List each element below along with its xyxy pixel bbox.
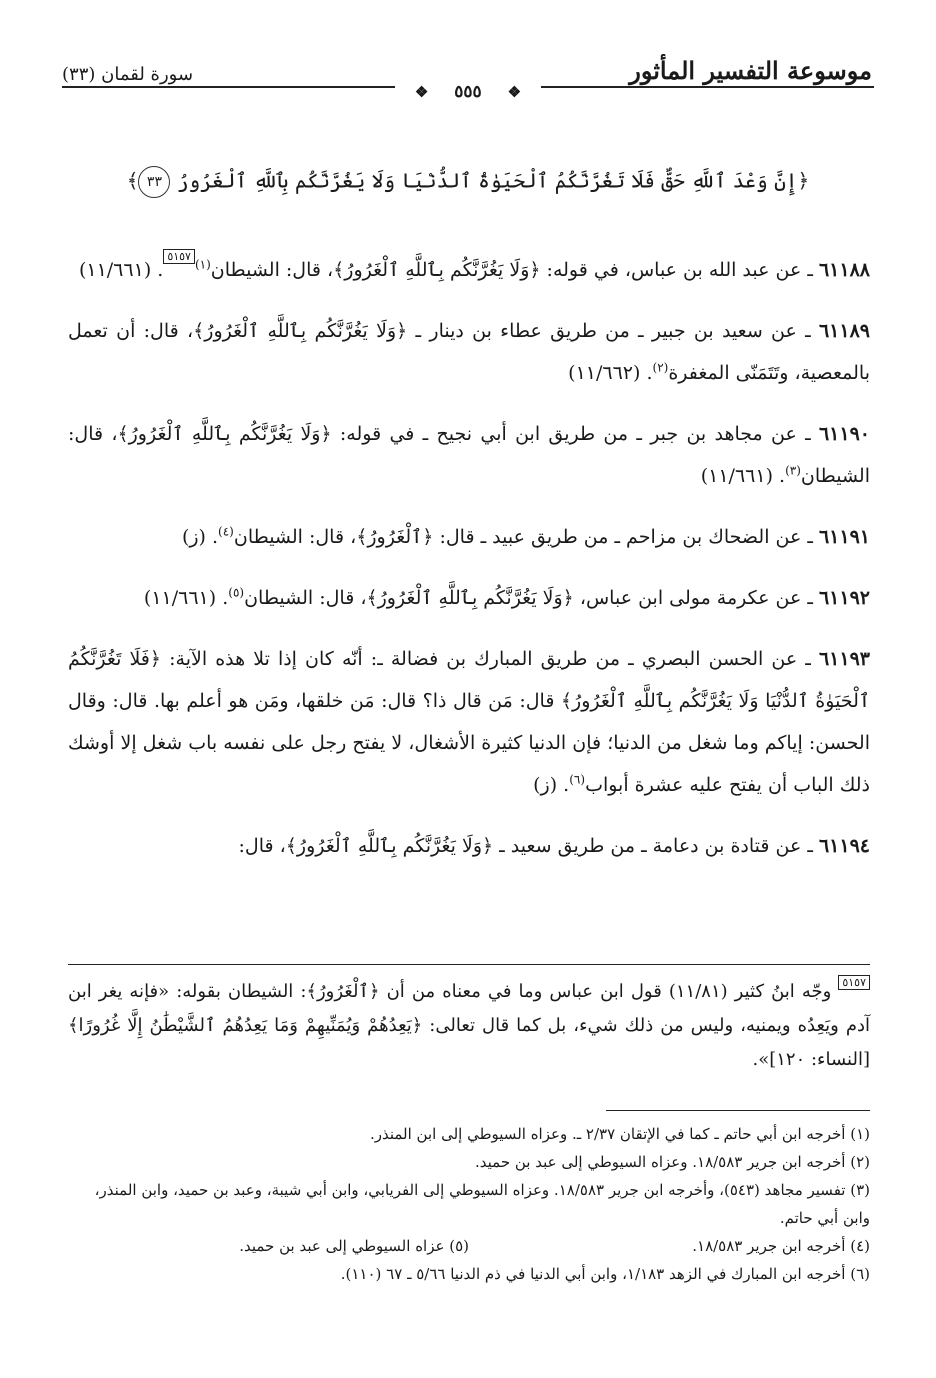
narrations-list <box>68 230 870 873</box>
narration-number: ٦١١٩٢ <box>818 587 870 609</box>
page-number-line <box>0 82 936 102</box>
footnotes-divider <box>606 1110 870 1111</box>
narration-entry <box>68 577 870 619</box>
narration-entry <box>68 825 870 867</box>
footnote-ref: (٣) <box>785 463 801 478</box>
footnote-ref: (٥) <box>228 585 245 600</box>
narration-entry <box>68 516 870 558</box>
footnote-ref: (٦) <box>569 772 586 787</box>
narration-text: ـ عن الحسن البصري ـ من طريق المبارك بن فضالة ـ: أنّه كان إذا تلا هذه الآية: ﴿فَلَا تَغُرَّنَّكُمُ ٱلْحَيَوٰةُ ٱلدُّنْيَا وَلَا يَغُرَّنَّكُم بِٱللَّهِ ٱلْغَرُورُ﴾ قال: مَن قال ذا؟ قال: مَن خلقها، ومَن هو أعلم بها. قال: وقال الحسن: إياكم وما شغل من الدنيا؛ فإن الدنيا كثيرة الأشغال، لا يفتح رجل على نفسه باب شغل إلا أوشك ذلك الباب أن يفتح عليه عشرة أبواب <box>68 648 870 796</box>
narration-number: ٦١١٩٣ <box>818 648 870 670</box>
verse-number-marker: ٣٣ <box>138 166 170 198</box>
footnotes <box>68 1120 870 1288</box>
verse-text: ﴿إِنَّ وَعْدَ ٱللَّهِ حَقٌّ فَلَا تَغُرَّنَّكُمُ ٱلْحَيَوٰةُ ٱلدُّنْيَا وَلَا يَغُرَّنَّكُم بِٱللَّهِ ٱلْغَرُورُ <box>176 168 810 193</box>
narration-source: . (١١/٦٦١) <box>700 465 786 487</box>
footnote-ref: (٤) <box>218 524 234 539</box>
footnote: (٢) أخرجه ابن جرير ١٨/٥٨٣. وعزاه السيوطي إلى عبد بن حميد. <box>475 1153 870 1171</box>
narration-number: ٦١١٩١ <box>818 526 870 548</box>
narration-number: ٦١١٨٩ <box>818 320 870 342</box>
narration-text: ـ عن سعيد بن جبير ـ من طريق عطاء بن دينار ـ ﴿وَلَا يَغُرَّنَّكُم بِٱللَّهِ ٱلْغَرُورُ﴾، قال: أن تعمل بالمعصية، وتَتَمَنّى المغفرة <box>68 320 870 384</box>
commentary-divider <box>68 964 870 965</box>
commentary-note <box>68 975 870 1077</box>
footnote: (٦) أخرجه ابن المبارك في الزهد ١/١٨٣، وابن أبي الدنيا في ذم الدنيا ٥/٦٦ ـ ٦٧ (١١٠). <box>340 1265 870 1283</box>
narration-source: . (ز) <box>533 774 570 796</box>
footnote: (٥) عزاه السيوطي إلى عبد بن حميد. <box>239 1237 469 1255</box>
narration-source: . (١١/٦٦١) <box>143 587 229 609</box>
page-number: ٥٥٥ <box>444 82 491 102</box>
narration-number: ٦١١٩٤ <box>818 835 870 857</box>
quran-verse <box>90 166 846 198</box>
footnote-ref: (١) <box>194 257 211 272</box>
narration-entry <box>68 413 870 497</box>
book-title: موسوعة التفسير المأثور <box>629 56 872 85</box>
ornament-icon: ❖ <box>498 83 531 101</box>
narration-text: ـ عن مجاهد بن جبر ـ من طريق ابن أبي نجيح ـ في قوله: ﴿وَلَا يَغُرَّنَّكُم بِٱللَّهِ ٱلْغَرُورُ﴾، قال: الشيطان <box>68 423 870 487</box>
footnote: (١) أخرجه ابن أبي حاتم ـ كما في الإتقان ٢/٣٧ ـ. وعزاه السيوطي إلى ابن المنذر. <box>369 1125 870 1143</box>
verse-close-bracket: ﴾ <box>126 168 139 193</box>
narration-text: ـ عن قتادة بن دعامة ـ من طريق سعيد ـ ﴿وَلَا يَغُرَّنَّكُم بِٱللَّهِ ٱلْغَرُورُ﴾، قال: <box>238 835 819 857</box>
footnote-row <box>68 1232 870 1260</box>
narration-entry <box>68 638 870 806</box>
narration-number: ٦١١٨٨ <box>818 259 870 281</box>
commentary-ref-box: ٥١٥٧ <box>838 975 870 990</box>
narration-source: . (١١/٦٦١) <box>78 259 164 281</box>
narration-source: . (١١/٦٦٢) <box>568 362 653 384</box>
footnote: (٣) تفسير مجاهد (٥٤٣)، وأخرجه ابن جرير ١٨/٥٨٣. وعزاه السيوطي إلى الفريابي، وابن أبي شيبة، وعبد بن حميد، وابن المنذر، وابن أبي حاتم. <box>94 1181 870 1227</box>
page-number-wrap <box>395 82 541 102</box>
commentary-ref-box: ٥١٥٧ <box>163 249 195 264</box>
narration-text: ـ عن عبد الله بن عباس، في قوله: ﴿وَلَا يَغُرَّنَّكُم بِٱللَّهِ ٱلْغَرُورُ﴾، قال: الشيطان <box>210 259 819 281</box>
footnote-ref: (٢) <box>652 360 669 375</box>
narration-source: . (ز) <box>181 526 219 548</box>
narration-entry <box>68 249 870 291</box>
narration-number: ٦١١٩٠ <box>818 423 870 445</box>
narration-text: ـ عن عكرمة مولى ابن عباس، ﴿وَلَا يَغُرَّنَّكُم بِٱللَّهِ ٱلْغَرُورُ﴾، قال: الشيطان <box>244 587 819 609</box>
ornament-icon: ❖ <box>405 83 438 101</box>
narration-entry <box>68 310 870 394</box>
footnote: (٤) أخرجه ابن جرير ١٨/٥٨٣. <box>692 1237 870 1255</box>
commentary-text: وجّه ابنُ كثير (١١/٨١) قول ابن عباس وما في معناه من أن ﴿ٱلْغَرُورُ﴾: الشيطان بقوله: «فإنه يغر ابن آدم ويَعِدُه ويمنيه، وليس من ذلك شيء، بل كما قال تعالى: ﴿يَعِدُهُمْ وَيُمَنِّيهِمْ وَمَا يَعِدُهُمُ ٱلشَّيْطَٰنُ إِلَّا غُرُورًا﴾ [النساء: ١٢٠]». <box>68 981 870 1070</box>
narration-text: ـ عن الضحاك بن مزاحم ـ من طريق عبيد ـ قال: ﴿ٱلْغَرُورُ﴾، قال: الشيطان <box>233 526 819 548</box>
surah-title: سورة لقمان (٣٣) <box>62 64 194 85</box>
